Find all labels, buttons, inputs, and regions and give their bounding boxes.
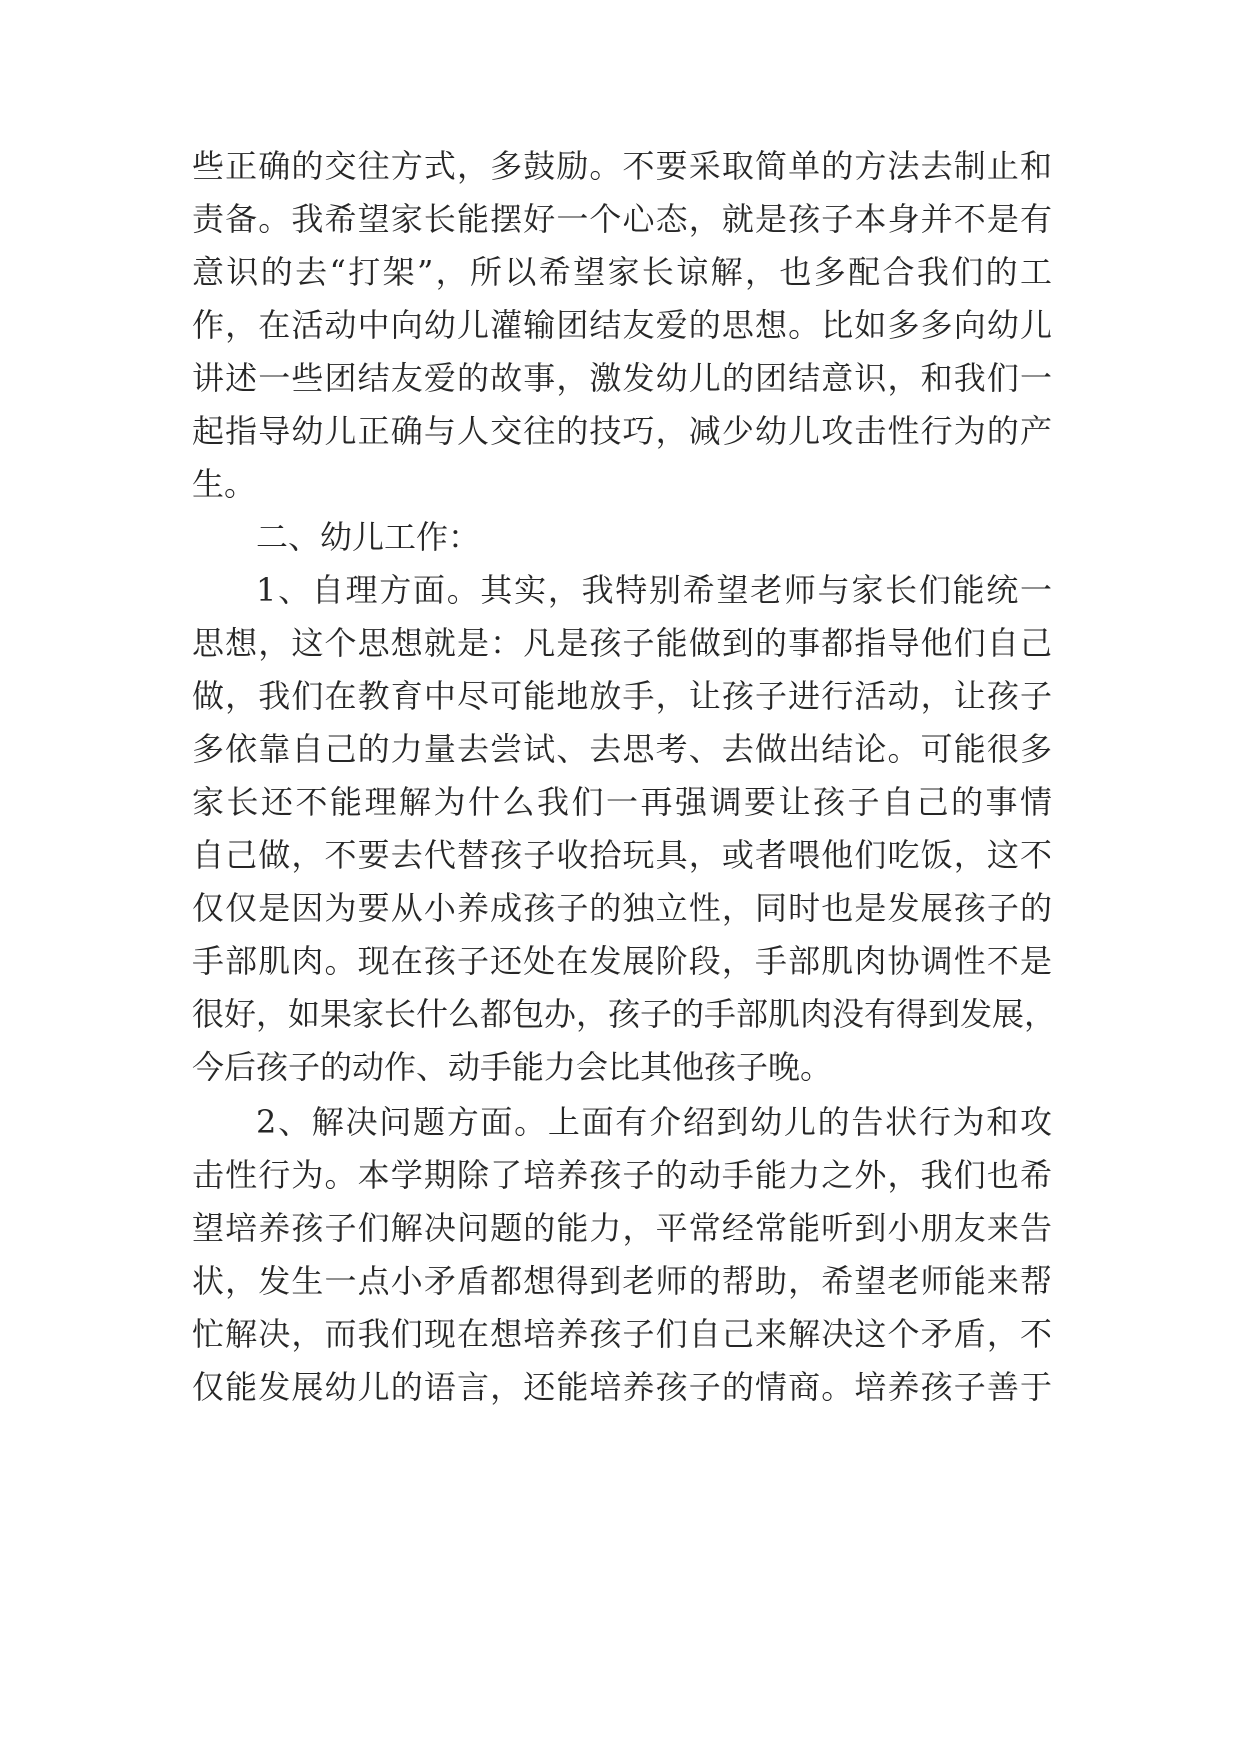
text-line: 生。 <box>192 465 257 503</box>
text-line: 1、自理方面。其实，我特别希望老师与家长们能统一 <box>256 571 1052 609</box>
text-line: 很好，如果家长什么都包办，孩子的手部肌肉没有得到发展， <box>192 995 1057 1033</box>
text-line: 自己做，不要去代替孩子收拾玩具，或者喂他们吃饭，这不 <box>192 836 1052 874</box>
text-line: 家长还不能理解为什么我们一再强调要让孩子自己的事情 <box>192 783 1052 821</box>
text-line: 手部肌肉。现在孩子还处在发展阶段，手部肌肉协调性不是 <box>192 942 1052 980</box>
text-line: 状，发生一点小矛盾都想得到老师的帮助，希望老师能来帮 <box>192 1262 1052 1300</box>
text-line: 2、解决问题方面。上面有介绍到幼儿的告状行为和攻 <box>256 1103 1052 1141</box>
text-line: 责备。我希望家长能摆好一个心态，就是孩子本身并不是有 <box>192 200 1052 238</box>
text-line: 多依靠自己的力量去尝试、去思考、去做出结论。可能很多 <box>192 730 1052 768</box>
text-line: 意识的去“打架”，所以希望家长谅解，也多配合我们的工 <box>192 253 1052 291</box>
text-line: 仅能发展幼儿的语言，还能培养孩子的情商。培养孩子善于 <box>192 1368 1052 1406</box>
section-heading: 二、幼儿工作： <box>256 518 481 556</box>
text-line: 做，我们在教育中尽可能地放手，让孩子进行活动，让孩子 <box>192 677 1052 715</box>
text-line: 起指导幼儿正确与人交往的技巧，减少幼儿攻击性行为的产 <box>192 412 1052 450</box>
text-line: 些正确的交往方式，多鼓励。不要采取简单的方法去制止和 <box>192 147 1052 185</box>
text-line: 仅仅是因为要从小养成孩子的独立性，同时也是发展孩子的 <box>192 889 1052 927</box>
text-line: 讲述一些团结友爱的故事，激发幼儿的团结意识，和我们一 <box>192 359 1052 397</box>
text-line: 作，在活动中向幼儿灌输团结友爱的思想。比如多多向幼儿 <box>192 306 1052 344</box>
text-line: 望培养孩子们解决问题的能力，平常经常能听到小朋友来告 <box>192 1209 1052 1247</box>
text-line: 思想，这个思想就是：凡是孩子能做到的事都指导他们自己 <box>192 624 1052 662</box>
text-line: 忙解决，而我们现在想培养孩子们自己来解决这个矛盾，不 <box>192 1315 1052 1353</box>
text-line: 击性行为。本学期除了培养孩子的动手能力之外，我们也希 <box>192 1156 1052 1194</box>
text-line: 今后孩子的动作、动手能力会比其他孩子晚。 <box>192 1048 833 1086</box>
